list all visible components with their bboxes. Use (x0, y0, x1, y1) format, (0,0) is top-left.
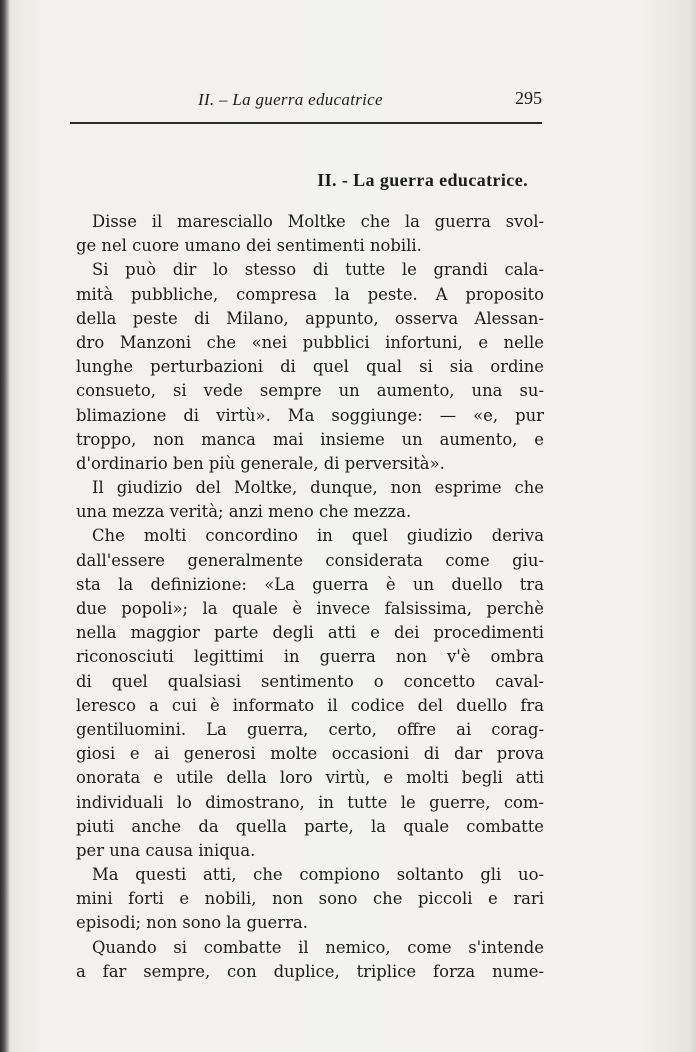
text-line: una mezza verità; anzi meno che mezza. (76, 502, 412, 522)
text-line: riconosciuti legittimi in guerra non v'è ombra (76, 647, 544, 667)
running-head: II. – La guerra educatrice (198, 90, 383, 109)
text-line: giosi e ai generosi molte occasioni di dar prova (76, 744, 544, 764)
text-line: Ma questi atti, che compiono soltanto gli uo- (92, 865, 544, 885)
text-line: d'ordinario ben più generale, di perversità». (76, 453, 445, 473)
text-line: lunghe perturbazioni di quel qual si sia ordine (76, 357, 544, 377)
text-line: individuali lo dimostrano, in tutte le guerre, com- (76, 792, 544, 812)
text-line: Si può dir lo stesso di tutte le grandi cala- (92, 260, 544, 280)
text-line: consueto, si vede sempre un aumento, una su- (76, 381, 544, 401)
book-spine-shadow (0, 0, 10, 1052)
section-title: II. - La guerra educatrice. (317, 170, 528, 190)
text-line: per una causa iniqua. (76, 840, 256, 860)
text-line: ge nel cuore umano dei sentimenti nobili. (76, 236, 422, 256)
text-line: Quando si combatte il nemico, come s'intende (92, 937, 544, 957)
text-line: mità pubbliche, compresa la peste. A proposito (76, 284, 544, 304)
text-line: gentiluomini. La guerra, certo, offre ai corag- (76, 719, 544, 739)
text-line: piuti anche da quella parte, la quale combatte (76, 816, 544, 836)
text-line: leresco a cui è informato il codice del duello fra (76, 695, 544, 715)
page-number: 295 (515, 88, 542, 108)
header-rule (70, 122, 542, 124)
text-line: due popoli»; la quale è invece falsissima, perchè (76, 599, 544, 618)
text-line: Il giudizio del Moltke, dunque, non esprime che (92, 478, 544, 498)
text-line: mini forti e nobili, non sono che piccoli e rari (76, 889, 544, 909)
text-line: troppo, non manca mai insieme un aumento, e (76, 429, 544, 449)
text-line: blimazione di virtù». Ma soggiunge: — «e, pur (76, 405, 544, 425)
text-line: di quel qualsiasi sentimento o concetto caval- (76, 671, 544, 691)
text-line: Disse il maresciallo Moltke che la guerra svol- (92, 212, 544, 231)
text-line: a far sempre, con duplice, triplice forza nume- (76, 961, 544, 981)
text-line: della peste di Milano, appunto, osserva Alessan- (76, 308, 544, 328)
text-line: nella maggior parte degli atti e dei procedimenti (76, 623, 544, 643)
body-text (76, 210, 544, 984)
text-line: onorata e utile della loro virtù, e molti begli atti (76, 768, 544, 788)
text-line: sta la definizione: «La guerra è un duello tra (76, 574, 544, 594)
page-header (70, 86, 542, 116)
text-line: Che molti concordino in quel giudizio deriva (92, 526, 544, 546)
text-line: dall'essere generalmente considerata come giu- (76, 550, 544, 570)
text-line: dro Manzoni che «nei pubblici infortuni, e nelle (76, 332, 544, 352)
text-line: episodi; non sono la guerra. (76, 913, 308, 933)
